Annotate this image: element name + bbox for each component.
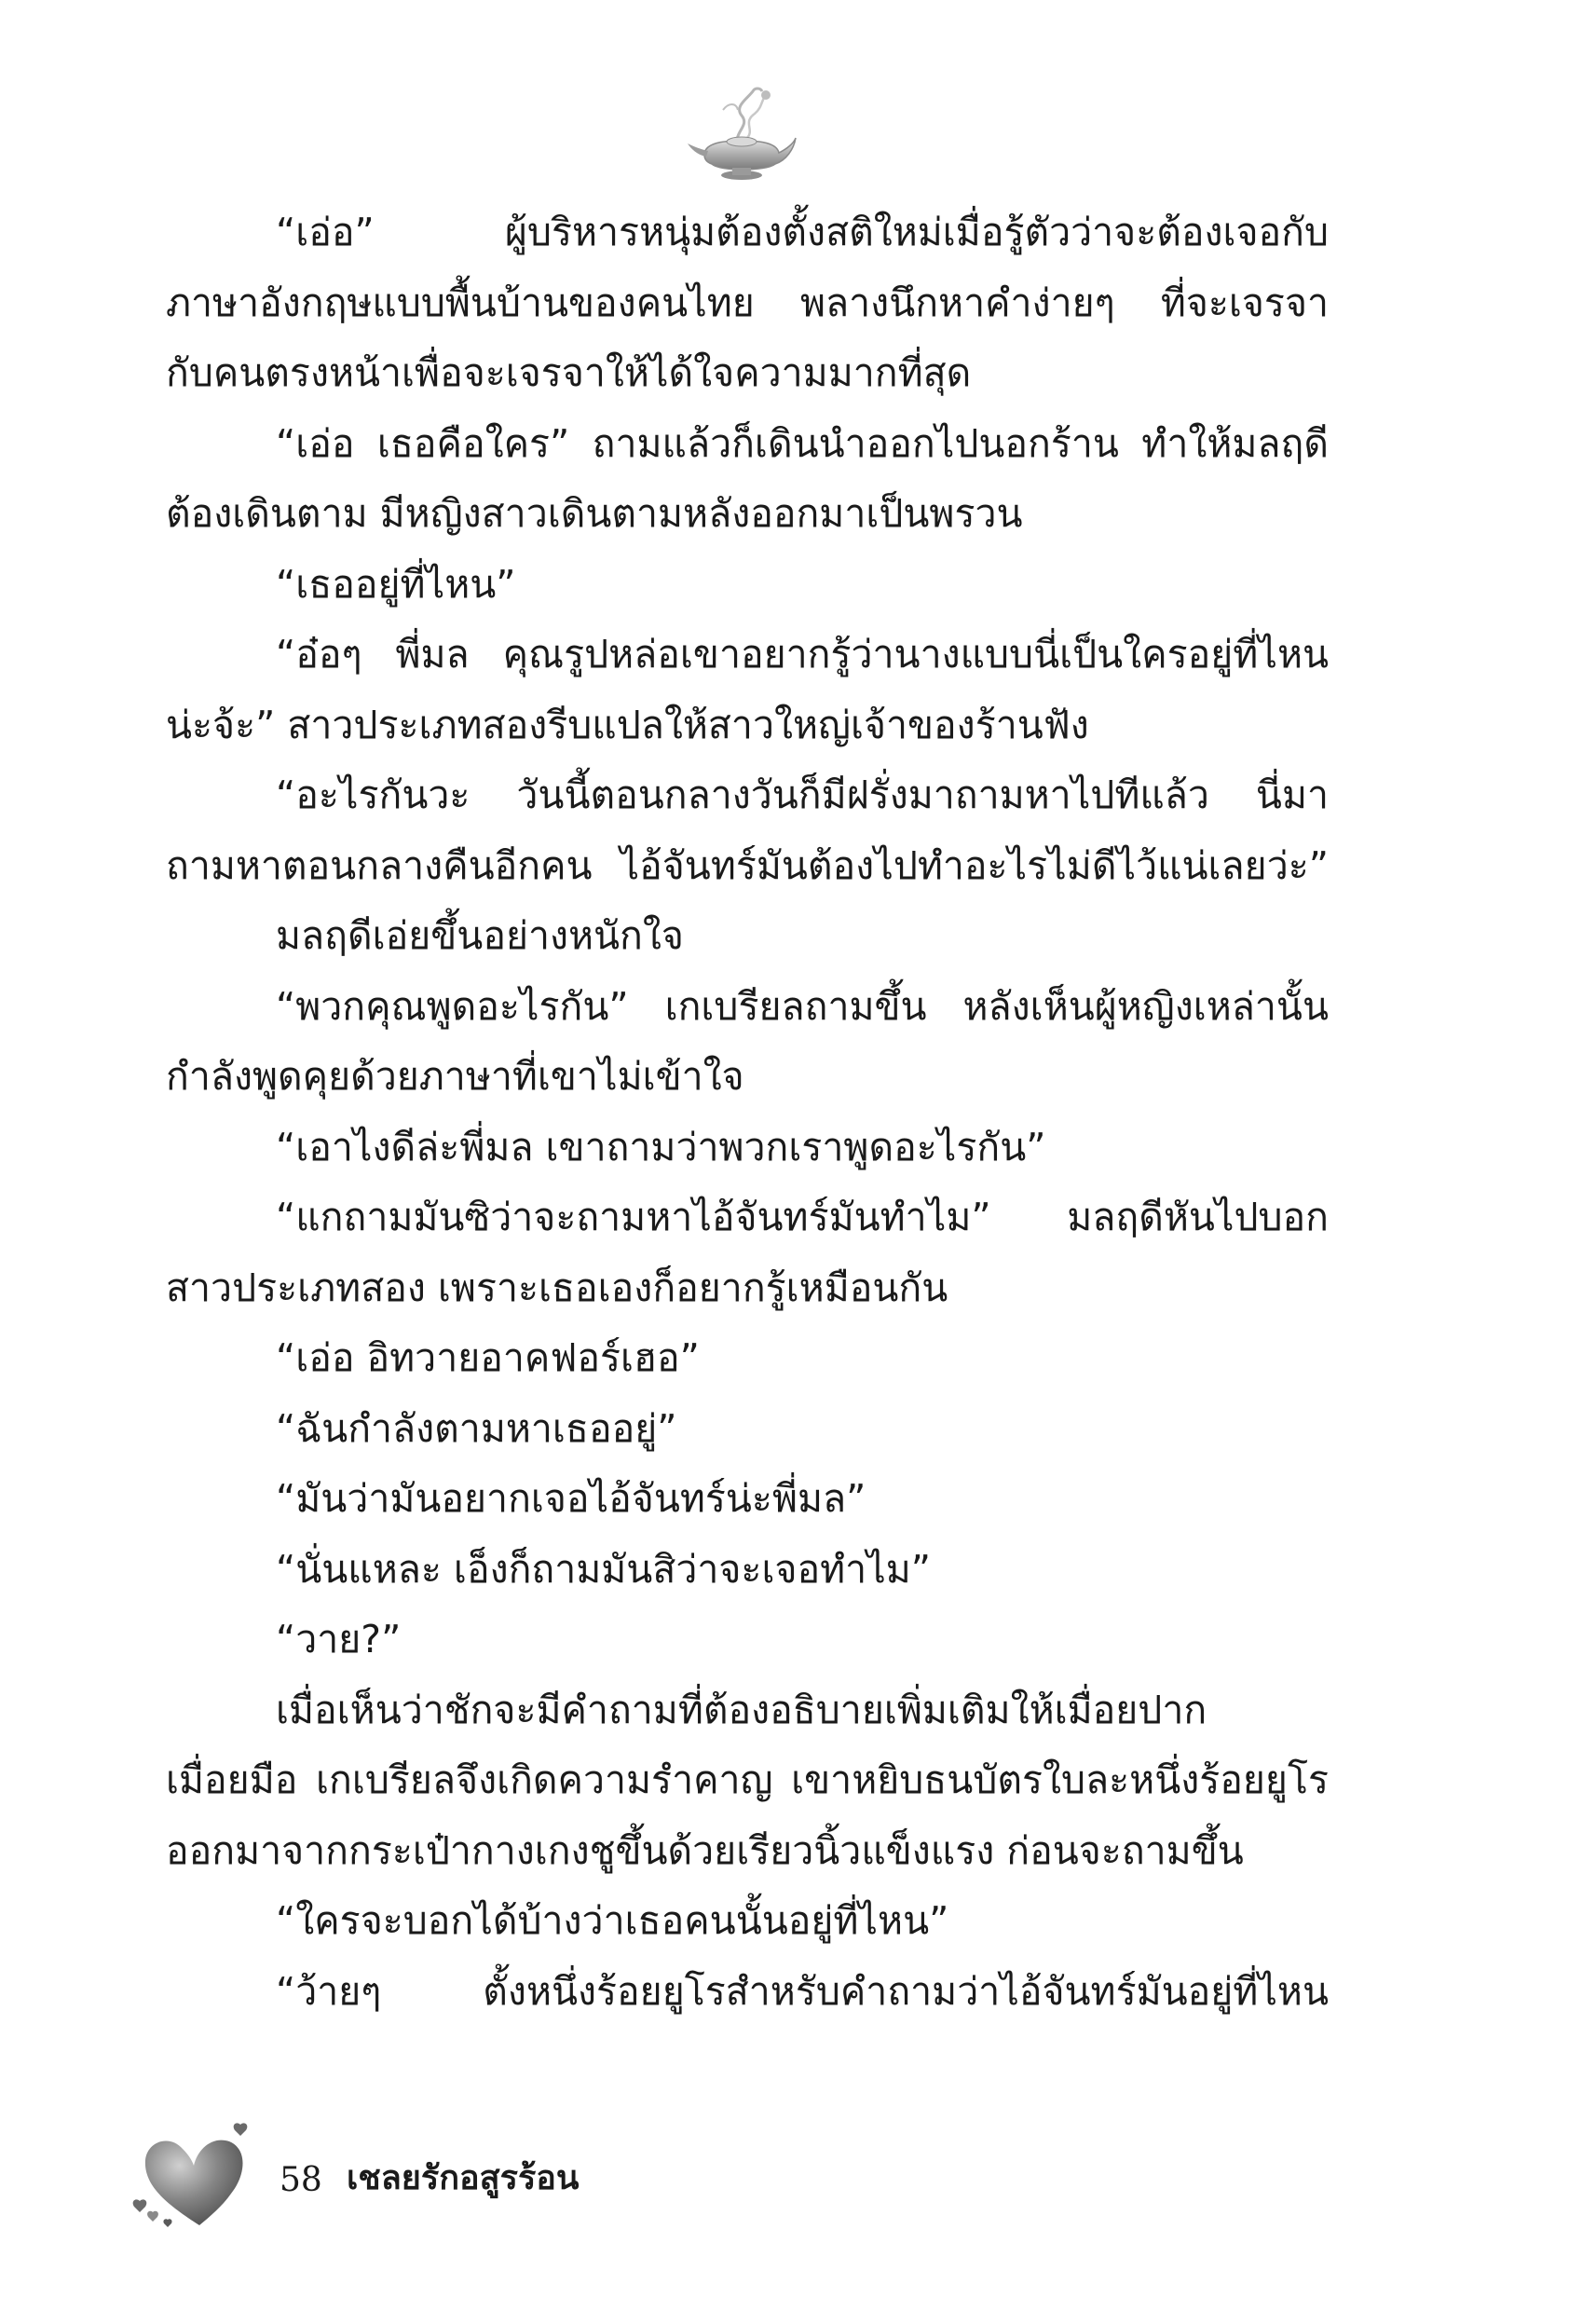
text-line: “เอ่อ” ผู้บริหารหนุ่มต้องตั้งสติใหม่เมื่อรู้ตัวว่าจะต้องเจอกับ bbox=[276, 210, 1329, 254]
page-footer bbox=[130, 2115, 783, 2246]
text-line: เมื่อยมือ เกเบรียลจึงเกิดความรำคาญ เขาหยิบธนบัตรใบละหนึ่งร้อยยูโร bbox=[166, 1757, 1329, 1802]
text-line: “นั่นแหละ เอ็งก็ถามมันสิว่าจะเจอทำไม” bbox=[276, 1546, 932, 1592]
text-line: สาวประเภทสอง เพราะเธอเองก็อยากรู้เหมือนกัน bbox=[166, 1265, 948, 1310]
heart-icon bbox=[130, 2115, 261, 2246]
text-line: มลฤดีเอ่ยขึ้นอย่างหนักใจ bbox=[276, 913, 684, 958]
text-line: “วาย?” bbox=[276, 1617, 402, 1661]
text-line: “พวกคุณพูดอะไรกัน” เกเบรียลถามขึ้น หลังเห็นผู้หญิงเหล่านั้น bbox=[276, 983, 1329, 1029]
text-line: “มันว่ามันอยากเจอไอ้จันทร์น่ะพี่มล” bbox=[276, 1476, 866, 1521]
book-title: เชลยรักอสูรร้อน bbox=[347, 2159, 580, 2197]
text-line: เมื่อเห็นว่าชักจะมีคำถามที่ต้องอธิบายเพิ่มเติมให้เมื่อยปาก bbox=[276, 1687, 1207, 1732]
text-line: “เธออยู่ที่ไหน” bbox=[276, 561, 516, 607]
text-line: “เอ่อ เธอคือใคร” ถามแล้วก็เดินนำออกไปนอกร้าน ทำให้มลฤดี bbox=[276, 420, 1329, 466]
text-line: “เอ่อ อิทวายอาคฟอร์เฮอ” bbox=[276, 1335, 700, 1380]
body-text bbox=[166, 198, 1329, 2027]
text-line: “แกถามมันซิว่าจะถามหาไอ้จันทร์มันทำไม” มลฤดีหันไปบอก bbox=[276, 1195, 1329, 1239]
text-line: น่ะจ้ะ” สาวประเภทสองรีบแปลให้สาวใหญ่เจ้าของร้านฟัง bbox=[166, 702, 1089, 747]
text-line: “เอาไงดีล่ะพี่มล เขาถามว่าพวกเราพูดอะไรกัน” bbox=[276, 1124, 1046, 1169]
text-line: ออกมาจากกระเป๋ากางเกงชูขึ้นด้วยเรียวนิ้วแข็งแรง ก่อนจะถามขึ้น bbox=[166, 1827, 1244, 1873]
text-line: ภาษาอังกฤษแบบพื้นบ้านของคนไทย พลางนึกหาคำง่ายๆ ที่จะเจรจา bbox=[166, 280, 1329, 325]
text-line: “อะไรกันวะ วันนี้ตอนกลางวันก็มีฝรั่งมาถามหาไปทีแล้ว นี่มา bbox=[276, 773, 1329, 817]
text-line: “ฉันกำลังตามหาเธออยู่” bbox=[276, 1405, 677, 1451]
text-line: กำลังพูดคุยด้วยภาษาที่เขาไม่เข้าใจ bbox=[166, 1054, 744, 1099]
text-line: ต้องเดินตาม มีหญิงสาวเดินตามหลังออกมาเป็นพรวน bbox=[166, 491, 1023, 536]
text-line: “อ๋อๆ พี่มล คุณรูปหล่อเขาอยากรู้ว่านางแบบนี่เป็นใครอยู่ที่ไหน bbox=[276, 632, 1329, 677]
text-line: “ว้ายๆ ตั้งหนึ่งร้อยยูโรสำหรับคำถามว่าไอ้จันทร์มันอยู่ที่ไหน bbox=[276, 1968, 1329, 2014]
genie-lamp-icon bbox=[686, 82, 798, 185]
text-line: ถามหาตอนกลางคืนอีกคน ไอ้จันทร์มันต้องไปทำอะไรไม่ดีไว้แน่เลยว่ะ” bbox=[166, 842, 1329, 888]
page-number: 58 bbox=[280, 2161, 322, 2199]
text-line: “ใครจะบอกได้บ้างว่าเธอคนนั้นอยู่ที่ไหน” bbox=[276, 1898, 949, 1943]
text-line: กับคนตรงหน้าเพื่อจะเจรจาให้ได้ใจความมากที่สุด bbox=[166, 350, 972, 395]
